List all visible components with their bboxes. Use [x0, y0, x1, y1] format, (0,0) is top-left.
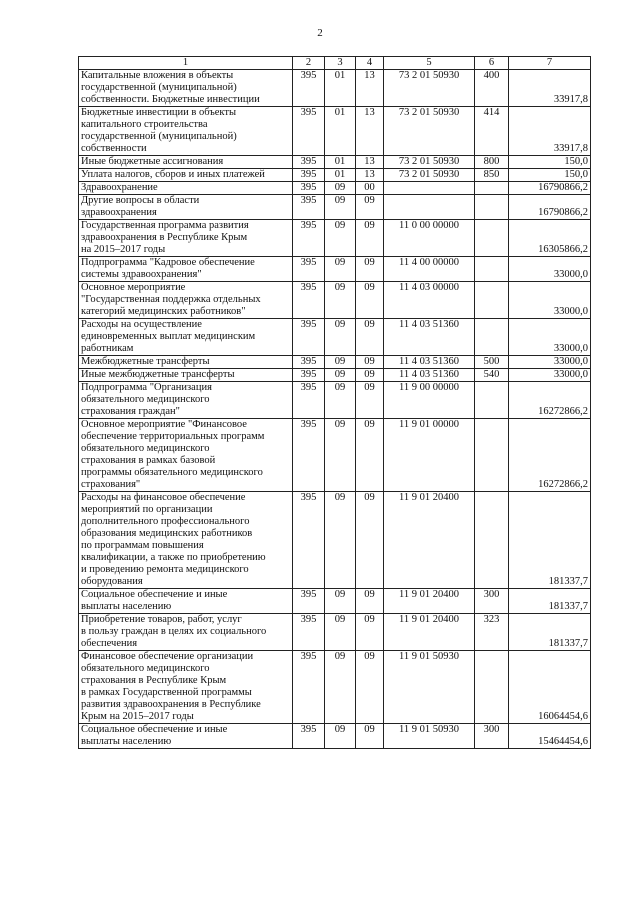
- ministry-code: 395: [293, 589, 325, 614]
- table-row: [79, 70, 591, 107]
- amount-cell: 16272866,2: [509, 419, 591, 492]
- column-header: 4: [356, 57, 384, 70]
- expense-type-code: 500: [475, 356, 509, 369]
- line-item-name: Государственная программа развития здравоохранения в Республике Крым на 2015–2017 годы: [79, 220, 293, 257]
- section-code: 09: [325, 651, 356, 724]
- subsection-code: 09: [356, 419, 384, 492]
- section-code: 09: [325, 369, 356, 382]
- line-item-name: Иные межбюджетные трансферты: [79, 369, 293, 382]
- amount-cell: 33000,0: [509, 319, 591, 356]
- ministry-code: 395: [293, 724, 325, 749]
- subsection-code: 09: [356, 614, 384, 651]
- amount-cell: 150,0: [509, 156, 591, 169]
- amount-cell: 33917,8: [509, 107, 591, 156]
- subsection-code: 09: [356, 319, 384, 356]
- subsection-code: 09: [356, 257, 384, 282]
- target-article-code: 11 9 00 00000: [384, 382, 475, 419]
- target-article-code: 11 9 01 20400: [384, 589, 475, 614]
- section-code: 01: [325, 156, 356, 169]
- ministry-code: 395: [293, 492, 325, 589]
- section-code: 09: [325, 195, 356, 220]
- section-code: 09: [325, 589, 356, 614]
- table-row: [79, 356, 591, 369]
- subsection-code: 00: [356, 182, 384, 195]
- ministry-code: 395: [293, 156, 325, 169]
- ministry-code: 395: [293, 195, 325, 220]
- target-article-code: 73 2 01 50930: [384, 70, 475, 107]
- section-code: 09: [325, 614, 356, 651]
- line-item-name: Капитальные вложения в объекты государственной (муниципальной) собственности. Бюджетные инвестиции: [79, 70, 293, 107]
- table-row: [79, 369, 591, 382]
- table-row: [79, 220, 591, 257]
- line-item-name: Межбюджетные трансферты: [79, 356, 293, 369]
- table-row: [79, 419, 591, 492]
- amount-cell: 181337,7: [509, 614, 591, 651]
- subsection-code: 09: [356, 220, 384, 257]
- amount-cell: 150,0: [509, 169, 591, 182]
- table-row: [79, 195, 591, 220]
- section-code: 01: [325, 107, 356, 156]
- target-article-code: 73 2 01 50930: [384, 169, 475, 182]
- section-code: 09: [325, 220, 356, 257]
- amount-cell: 16064454,6: [509, 651, 591, 724]
- amount-cell: 33000,0: [509, 257, 591, 282]
- subsection-code: 13: [356, 156, 384, 169]
- table-row: [79, 156, 591, 169]
- amount-cell: 33000,0: [509, 356, 591, 369]
- subsection-code: 13: [356, 169, 384, 182]
- subsection-code: 13: [356, 70, 384, 107]
- target-article-code: 11 0 00 00000: [384, 220, 475, 257]
- subsection-code: 09: [356, 369, 384, 382]
- ministry-code: 395: [293, 220, 325, 257]
- amount-cell: 33000,0: [509, 282, 591, 319]
- expense-type-code: 323: [475, 614, 509, 651]
- ministry-code: 395: [293, 356, 325, 369]
- expense-type-code: [475, 492, 509, 589]
- line-item-name: Приобретение товаров, работ, услуг в пользу граждан в целях их социального обеспечения: [79, 614, 293, 651]
- line-item-name: Основное мероприятие "Финансовое обеспечение территориальных программ обязательного медицинского страхования в рамках базовой программы обязательного медицинского страхования": [79, 419, 293, 492]
- subsection-code: 09: [356, 492, 384, 589]
- column-header: 6: [475, 57, 509, 70]
- target-article-code: 11 4 03 00000: [384, 282, 475, 319]
- table-row: [79, 169, 591, 182]
- expense-type-code: [475, 651, 509, 724]
- line-item-name: Уплата налогов, сборов и иных платежей: [79, 169, 293, 182]
- column-header: 5: [384, 57, 475, 70]
- expense-type-code: 300: [475, 589, 509, 614]
- amount-cell: 16305866,2: [509, 220, 591, 257]
- section-code: 09: [325, 382, 356, 419]
- expense-type-code: [475, 220, 509, 257]
- target-article-code: 11 9 01 50930: [384, 724, 475, 749]
- budget-table: [78, 56, 591, 749]
- subsection-code: 09: [356, 724, 384, 749]
- subsection-code: 13: [356, 107, 384, 156]
- table-row: [79, 319, 591, 356]
- amount-cell: 181337,7: [509, 589, 591, 614]
- subsection-code: 09: [356, 195, 384, 220]
- target-article-code: [384, 182, 475, 195]
- amount-cell: 16272866,2: [509, 382, 591, 419]
- subsection-code: 09: [356, 356, 384, 369]
- expense-type-code: [475, 382, 509, 419]
- amount-cell: 16790866,2: [509, 182, 591, 195]
- expense-type-code: 300: [475, 724, 509, 749]
- line-item-name: Иные бюджетные ассигнования: [79, 156, 293, 169]
- section-code: 09: [325, 182, 356, 195]
- expense-type-code: [475, 182, 509, 195]
- section-code: 01: [325, 169, 356, 182]
- subsection-code: 09: [356, 589, 384, 614]
- amount-cell: 16790866,2: [509, 195, 591, 220]
- ministry-code: 395: [293, 369, 325, 382]
- section-code: 01: [325, 70, 356, 107]
- line-item-name: Бюджетные инвестиции в объекты капитального строительства государственной (муниципальной) собственности: [79, 107, 293, 156]
- target-article-code: 73 2 01 50930: [384, 156, 475, 169]
- line-item-name: Другие вопросы в области здравоохранения: [79, 195, 293, 220]
- subsection-code: 09: [356, 651, 384, 724]
- target-article-code: 11 9 01 50930: [384, 651, 475, 724]
- target-article-code: 11 9 01 20400: [384, 614, 475, 651]
- expense-type-code: 540: [475, 369, 509, 382]
- expense-type-code: [475, 195, 509, 220]
- section-code: 09: [325, 492, 356, 589]
- subsection-code: 09: [356, 282, 384, 319]
- table-row: [79, 182, 591, 195]
- amount-cell: 33917,8: [509, 70, 591, 107]
- expense-type-code: [475, 319, 509, 356]
- target-article-code: 11 4 03 51360: [384, 356, 475, 369]
- line-item-name: Расходы на финансовое обеспечение мероприятий по организации дополнительного профессионального образования медицинских работников по программам повышения квалификации, а также по приобретению и проведению ремонта медицинского оборудования: [79, 492, 293, 589]
- ministry-code: 395: [293, 382, 325, 419]
- line-item-name: Основное мероприятие "Государственная поддержка отдельных категорий медицинских работников": [79, 282, 293, 319]
- column-header: 1: [79, 57, 293, 70]
- ministry-code: 395: [293, 107, 325, 156]
- line-item-name: Социальное обеспечение и иные выплаты населению: [79, 724, 293, 749]
- ministry-code: 395: [293, 419, 325, 492]
- table-row: [79, 589, 591, 614]
- line-item-name: Финансовое обеспечение организации обязательного медицинского страхования в Республике Крым в рамках Государственной программы развития здравоохранения в Республике Крым на 2015–2017 годы: [79, 651, 293, 724]
- ministry-code: 395: [293, 257, 325, 282]
- section-code: 09: [325, 257, 356, 282]
- target-article-code: 11 4 00 00000: [384, 257, 475, 282]
- line-item-name: Подпрограмма "Кадровое обеспечение системы здравоохранения": [79, 257, 293, 282]
- page-number: 2: [317, 27, 323, 39]
- expense-type-code: [475, 419, 509, 492]
- line-item-name: Здравоохранение: [79, 182, 293, 195]
- table-row: [79, 492, 591, 589]
- section-code: 09: [325, 724, 356, 749]
- amount-cell: 181337,7: [509, 492, 591, 589]
- ministry-code: 395: [293, 182, 325, 195]
- table-row: [79, 651, 591, 724]
- amount-cell: 15464454,6: [509, 724, 591, 749]
- table-row: [79, 107, 591, 156]
- target-article-code: 11 9 01 20400: [384, 492, 475, 589]
- ministry-code: 395: [293, 614, 325, 651]
- table-header-row: [79, 57, 591, 70]
- ministry-code: 395: [293, 169, 325, 182]
- target-article-code: 73 2 01 50930: [384, 107, 475, 156]
- table-row: [79, 282, 591, 319]
- ministry-code: 395: [293, 651, 325, 724]
- table-row: [79, 257, 591, 282]
- table-row: [79, 614, 591, 651]
- section-code: 09: [325, 356, 356, 369]
- column-header: 3: [325, 57, 356, 70]
- column-header: 7: [509, 57, 591, 70]
- expense-type-code: 414: [475, 107, 509, 156]
- expense-type-code: 400: [475, 70, 509, 107]
- expense-type-code: 800: [475, 156, 509, 169]
- target-article-code: [384, 195, 475, 220]
- section-code: 09: [325, 419, 356, 492]
- section-code: 09: [325, 319, 356, 356]
- subsection-code: 09: [356, 382, 384, 419]
- line-item-name: Расходы на осуществление единовременных выплат медицинским работникам: [79, 319, 293, 356]
- line-item-name: Социальное обеспечение и иные выплаты населению: [79, 589, 293, 614]
- ministry-code: 395: [293, 282, 325, 319]
- table-row: [79, 724, 591, 749]
- line-item-name: Подпрограмма "Организация обязательного медицинского страхования граждан": [79, 382, 293, 419]
- table-row: [79, 382, 591, 419]
- expense-type-code: [475, 282, 509, 319]
- section-code: 09: [325, 282, 356, 319]
- target-article-code: 11 4 03 51360: [384, 369, 475, 382]
- ministry-code: 395: [293, 319, 325, 356]
- column-header: 2: [293, 57, 325, 70]
- expense-type-code: [475, 257, 509, 282]
- target-article-code: 11 4 03 51360: [384, 319, 475, 356]
- expense-type-code: 850: [475, 169, 509, 182]
- amount-cell: 33000,0: [509, 369, 591, 382]
- target-article-code: 11 9 01 00000: [384, 419, 475, 492]
- ministry-code: 395: [293, 70, 325, 107]
